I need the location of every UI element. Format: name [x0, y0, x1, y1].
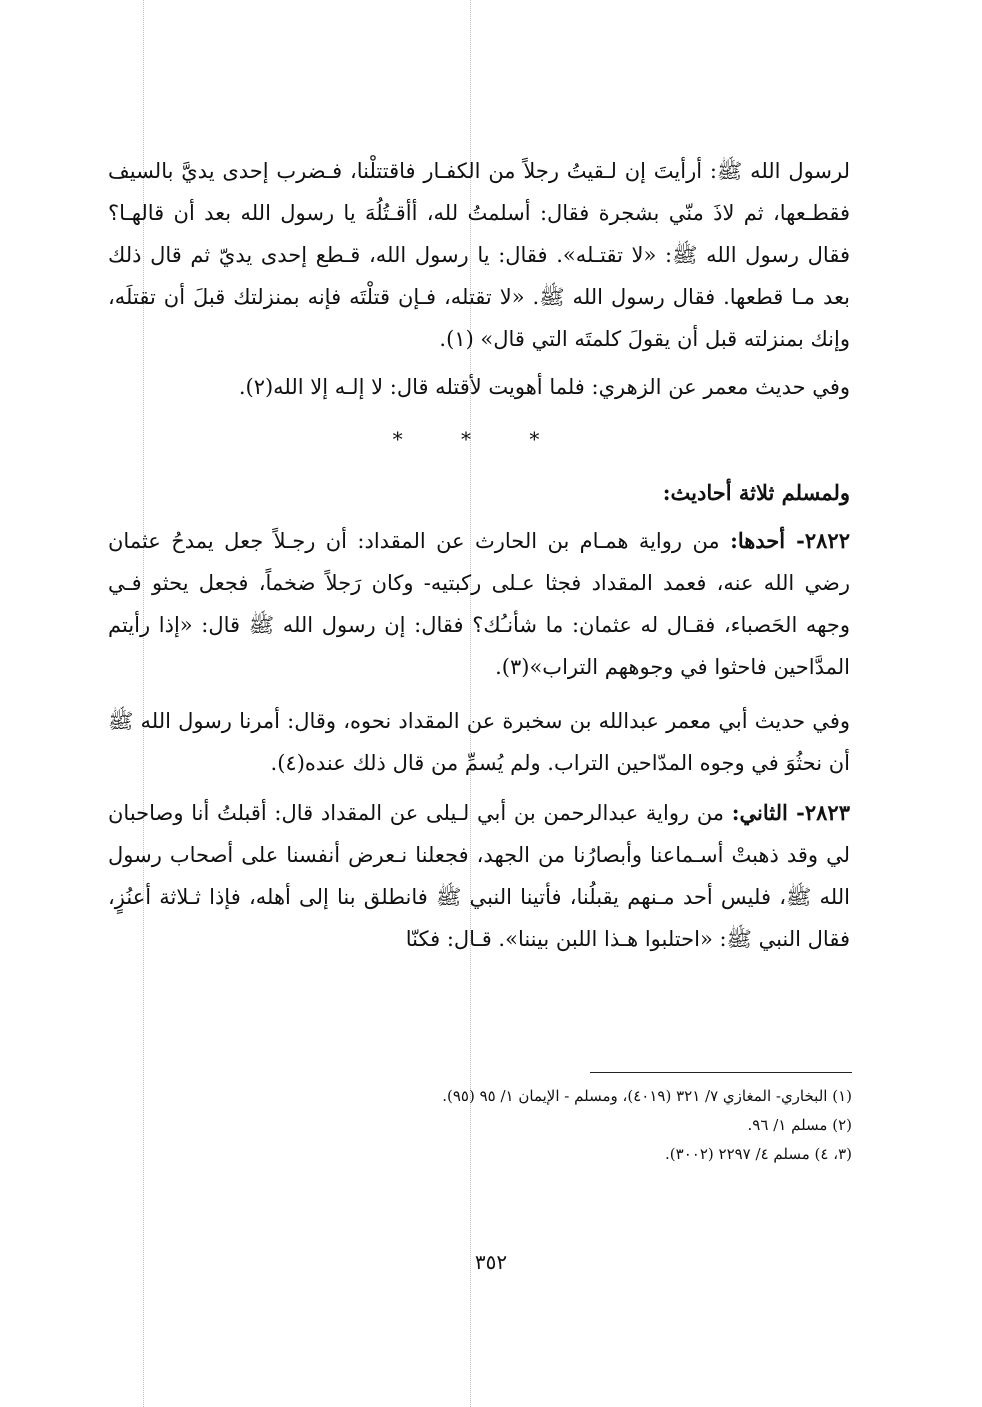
hadith-text: من رواية عبدالرحمن بن أبي لـيلى عن المقداد قال: أقبلتُ أنا وصاحبان لي وقد ذهبتْ أسـماعنا وأبصارُنا من الجهد، فجعلنا نـعرض أنفسنا على أصحاب رسول الله ﷺ، فليس أحد مـنهم يقبلُنا، فأتينا النبي ﷺ فانطلق بنا إلى أهله، فإذا ثـلاثة أعنُزٍ، فقال النبي ﷺ: «احتلبوا هـذا اللبن بيننا». قـال: فكنّا: [108, 801, 850, 951]
separator-asterisks: * * *: [392, 427, 566, 451]
hadith-number: ٢٨٢٣- الثاني:: [731, 800, 850, 825]
footnote: (١) البخاري- المغازي ٧/ ٣٢١ (٤٠١٩)، ومسلم - الإيمان ١/ ٩٥ (٩٥).: [442, 1087, 852, 1105]
paragraph: وفي حديث معمر عن الزهري: فلما أهويت لأقتله قال: لا إلـه إلا الله(٢).: [238, 375, 850, 399]
footnote: (٢) مسلم ١/ ٩٦.: [747, 1116, 852, 1134]
footnotes: [300, 1082, 852, 1169]
paragraph: وفي حديث أبي معمر عبدالله بن سخبرة عن المقداد نحوه، وقال: أمرنا رسول الله ﷺ أن نحثُوَ في وجوه المدّاحين التراب. ولم يُسمِّ من قال ذلك عنده(٤).: [108, 709, 850, 775]
section-heading: ولمسلم ثلاثة أحاديث:: [662, 480, 850, 505]
hadith-2822: [108, 520, 850, 688]
footnote: (٣، ٤) مسلم ٤/ ٢٢٩٧ (٣٠٠٢).: [665, 1145, 852, 1163]
main-text-upper: [108, 150, 850, 960]
footnote-divider: [590, 1072, 852, 1073]
hadith-number: ٢٨٢٢- أحدها:: [730, 528, 850, 553]
hadith-text: من رواية همـام بن الحارث عن المقداد: أن رجـلاً جعل يمدحُ عثمان رضي الله عنه، فعمد المقداد فجثا عـلى ركبتيه- وكان رَجلاً ضخماً، فجعل يحثو فـي وجهه الحَصباء، فقـال له عثمان: ما شأنـُك؟ فقال: إن رسول الله ﷺ قال: «إذا رأيتم المدَّاحين فاحثوا في وجوههم التراب»(٣).: [108, 529, 850, 679]
hadith-2823: [108, 792, 850, 960]
paragraph: لرسول الله ﷺ: أرأيتَ إن لـقيتُ رجلاً من الكفـار فاقتتلْنا، فـضرب إحدى يديَّ بالسيف فقطـعها، ثم لاذَ منّي بشجرة فقال: أسلمتُ لله، أأقـتُلُهَ يا رسول الله بعد أن قالهـا؟ فقال رسول الله ﷺ: «لا تقتـله». فقال: يا رسول الله، قـطع إحدى يديّ ثم قال ذلك بعد مـا قطعها. فقال رسول الله ﷺ. «لا تقتله، فـإن قتلْتَه فإنه بمنزلتك قبلَ أن تقتلَه، وإنك بمنزلته قبل أن يقولَ كلمتَه التي قال» (١).: [108, 159, 851, 351]
page-number: ٣٥٢: [474, 1250, 508, 1274]
